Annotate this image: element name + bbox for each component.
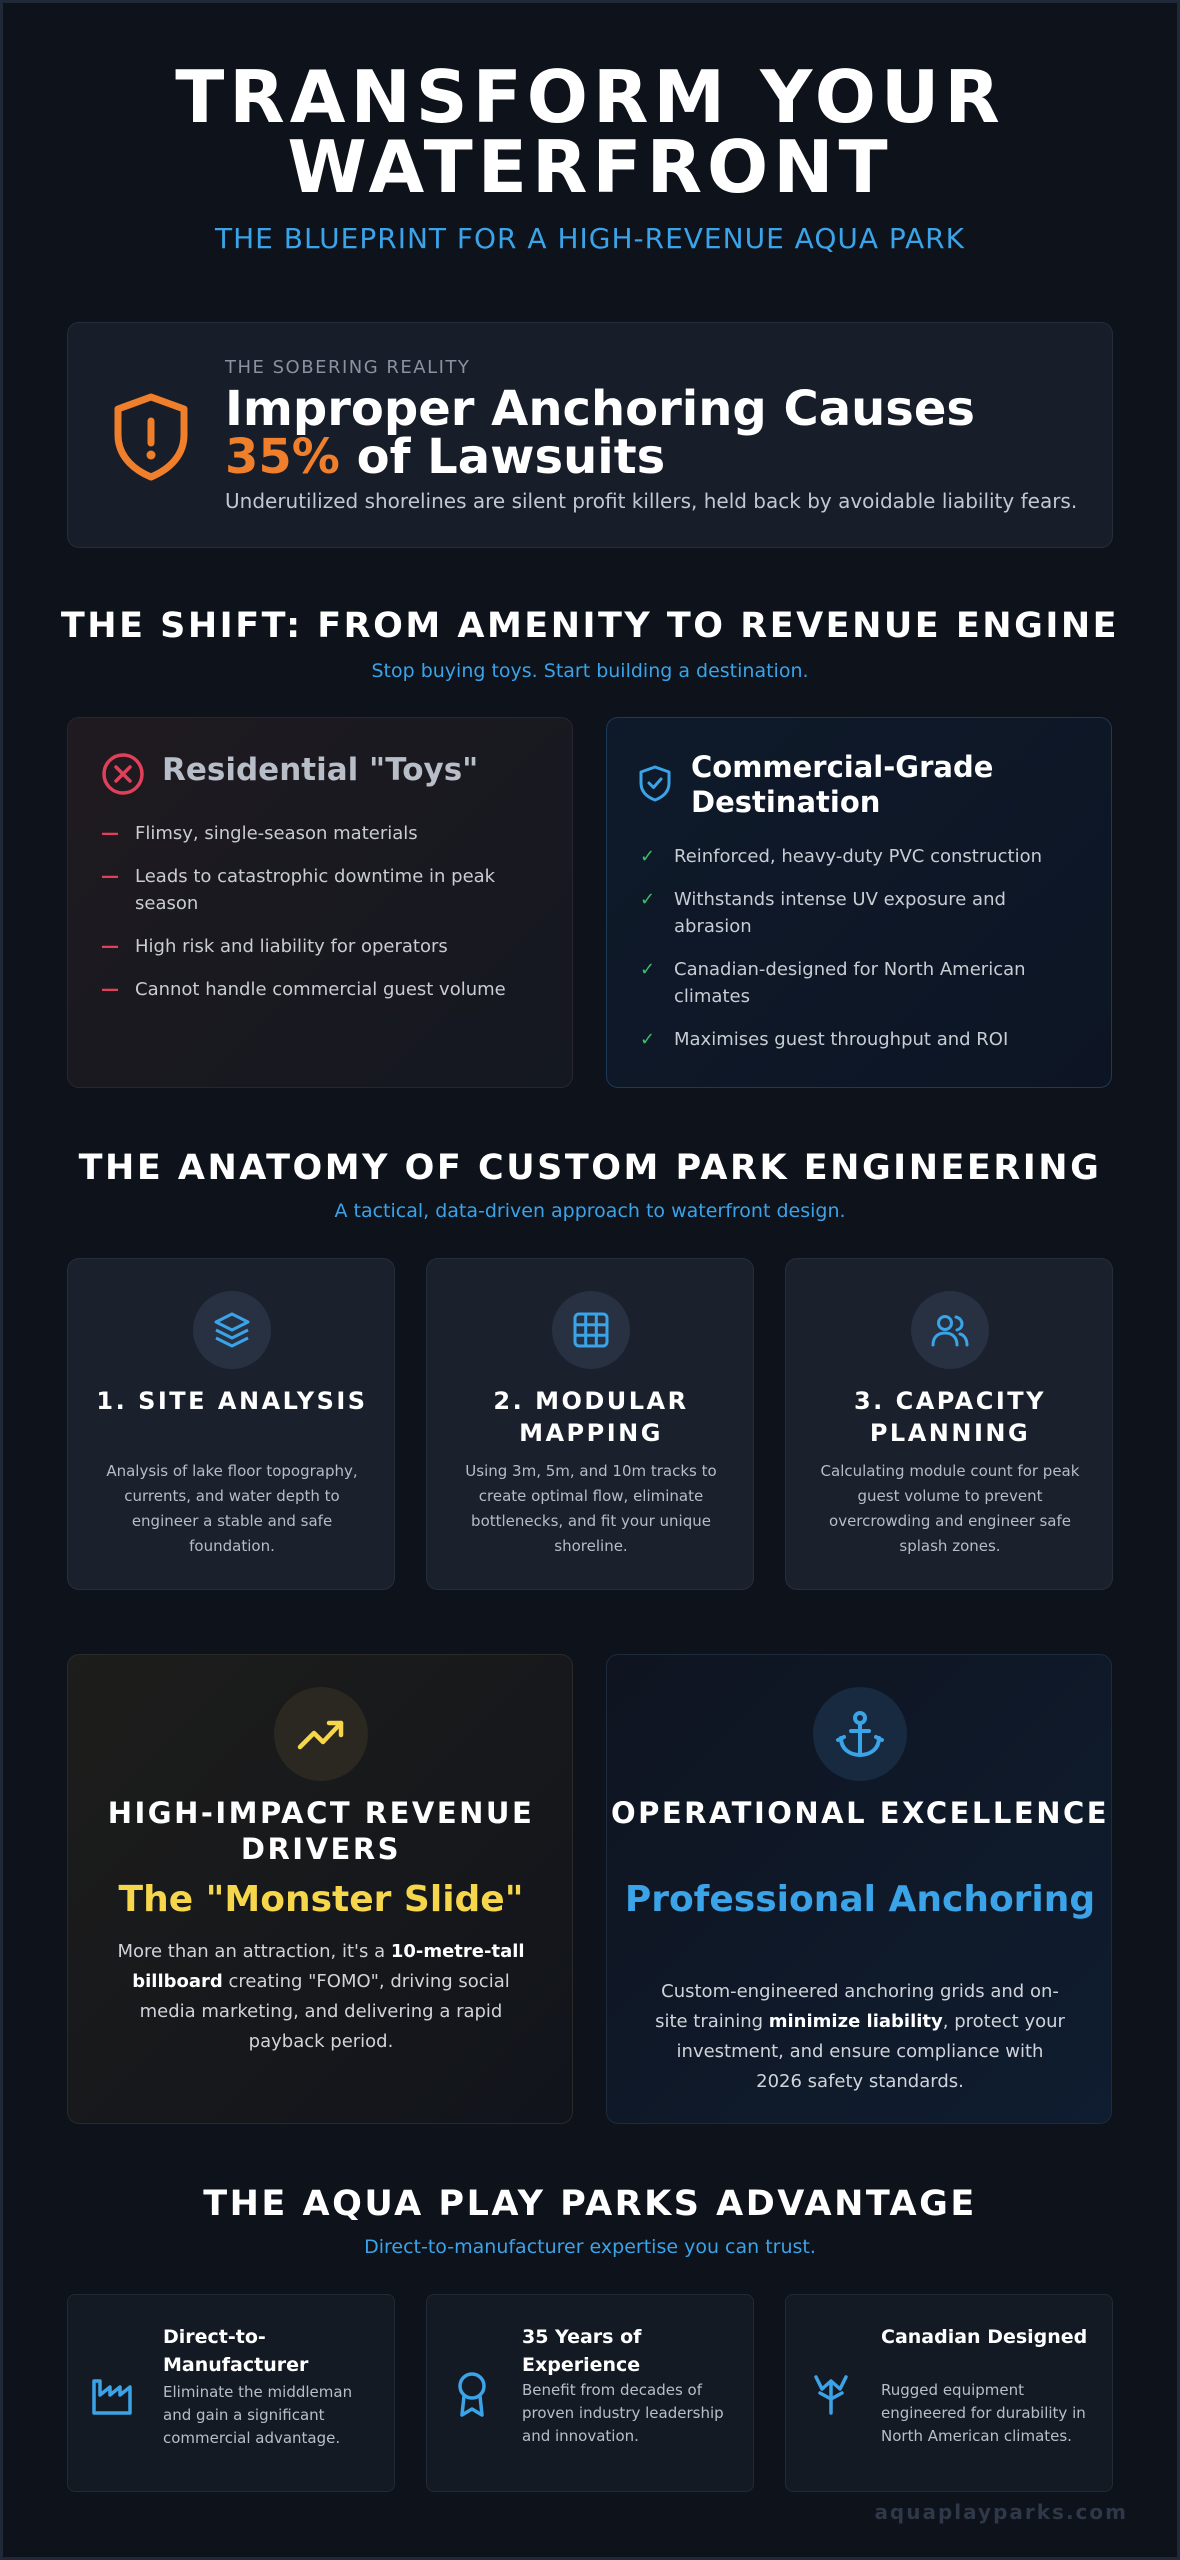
hero-title-line1: TRANSFORM YOUR [175,55,1005,139]
layers-icon [212,1310,252,1350]
trending-up-icon [296,1709,346,1759]
check-icon: ✓ [640,846,656,867]
reality-card [67,322,1113,548]
capacity-planning-title: 3. CAPACITY PLANNING [853,1387,1047,1447]
award-icon [449,2369,495,2419]
anatomy-subtitle: A tactical, data-driven approach to waterfront design. [334,1200,846,1222]
experience-desc: Benefit from decades of proven industry leadership and innovation. [522,2381,724,2445]
commercial-grade-list [640,843,1060,1069]
list-item: — Cannot handle commercial guest volume [101,976,521,1003]
site-analysis-card [67,1258,395,1590]
modular-mapping-title: 2. MODULAR MAPPING [493,1387,689,1447]
list-item: ✓ Canadian-designed for North American climates [640,956,1060,1010]
professional-anchoring-highlight: Professional Anchoring [624,1879,1096,1920]
list-item: ✓ Maximises guest throughput and ROI [640,1026,1060,1053]
check-icon: ✓ [640,959,656,980]
hero-title [0,55,1180,209]
shield-alert-icon [108,391,194,481]
anchor-icon [835,1709,885,1759]
capacity-planning-desc: Calculating module count for peak guest volume to prevent overcrowding and engineer safe splash zones. [820,1462,1080,1555]
experience-card [426,2294,754,2492]
reality-headline-part2: of Lawsuits [339,429,666,485]
operational-excellence-title: OPERATIONAL EXCELLENCE [610,1796,1110,1830]
residential-toys-title: Residential "Toys" [162,752,479,788]
list-item: ✓ Reinforced, heavy-duty PVC construction [640,843,1060,870]
direct-manufacturer-desc: Eliminate the middleman and gain a significant commercial advantage. [163,2383,353,2447]
revenue-drivers-title: HIGH-IMPACT REVENUE DRIVERS [107,1796,535,1866]
reality-stat: 35% [225,429,340,485]
list-item: — Leads to catastrophic downtime in peak season [101,863,521,917]
grid-icon [571,1310,611,1350]
shield-check-icon [637,764,673,802]
anatomy-title: THE ANATOMY OF CUSTOM PARK ENGINEERING [78,1148,1102,1188]
residential-toys-list [101,820,521,1019]
experience-title: 35 Years of Experience [522,2326,642,2376]
site-analysis-desc: Analysis of lake floor topography, currents, and water depth to engineer a stable and safe foundation. [106,1462,358,1555]
dash-icon: — [101,936,119,957]
canadian-designed-title: Canadian Designed [881,2326,1088,2348]
shift-title: THE SHIFT: FROM AMENITY TO REVENUE ENGINE [60,606,1120,646]
list-item: — High risk and liability for operators [101,933,521,960]
dash-icon: — [101,823,119,844]
list-item: — Flimsy, single-season materials [101,820,521,847]
hero-subtitle: THE BLUEPRINT FOR A HIGH-REVENUE AQUA PARK [215,222,965,255]
reality-headline-part1: Improper Anchoring Causes [225,381,975,437]
canadian-designed-card [785,2294,1113,2492]
modular-mapping-desc: Using 3m, 5m, and 10m tracks to create optimal flow, eliminate bottlenecks, and fit your unique shoreline. [465,1462,717,1555]
users-icon [930,1310,970,1350]
reality-headline [225,381,1085,485]
direct-manufacturer-title: Direct-to-Manufacturer [163,2326,309,2376]
maple-leaf-icon [808,2369,854,2419]
modular-mapping-card [426,1258,754,1590]
canadian-designed-desc: Rugged equipment engineered for durability in North American climates. [881,2381,1086,2445]
check-icon: ✓ [640,889,656,910]
capacity-planning-card [785,1258,1113,1590]
dash-icon: — [101,866,119,887]
check-icon: ✓ [640,1029,656,1050]
revenue-drivers-card [67,1654,573,2124]
operational-excellence-desc: Custom-engineered anchoring grids and on-site training minimize liability, protect your investment, and ensure compliance with 2026 safety standards. [655,1981,1065,2092]
shift-subtitle: Stop buying toys. Start building a destination. [371,660,809,682]
commercial-grade-title: Commercial-Grade Destination [691,750,994,819]
advantage-title: THE AQUA PLAY PARKS ADVANTAGE [203,2184,977,2224]
revenue-drivers-desc: More than an attraction, it's a 10-metre-tall billboard creating "FOMO", driving social media marketing, and delivering a rapid payback period. [117,1941,525,2052]
direct-manufacturer-card [67,2294,395,2492]
dash-icon: — [101,979,119,1000]
site-analysis-title: 1. SITE ANALYSIS [96,1387,368,1415]
reality-eyebrow: THE SOBERING REALITY [225,357,471,378]
hero-title-line2: WATERFRONT [287,125,893,209]
footer-url[interactable]: aquaplayparks.com [874,2500,1128,2524]
operational-excellence-card [606,1654,1112,2124]
factory-icon [90,2369,136,2419]
residential-toys-card [67,717,573,1088]
reality-description: Underutilized shorelines are silent profit killers, held back by avoidable liability fears. [225,489,1078,513]
monster-slide-highlight: The "Monster Slide" [118,1879,524,1920]
advantage-subtitle: Direct-to-manufacturer expertise you can trust. [364,2236,816,2258]
x-circle-icon [101,752,145,796]
list-item: ✓ Withstands intense UV exposure and abrasion [640,886,1060,940]
commercial-grade-card [606,717,1112,1088]
